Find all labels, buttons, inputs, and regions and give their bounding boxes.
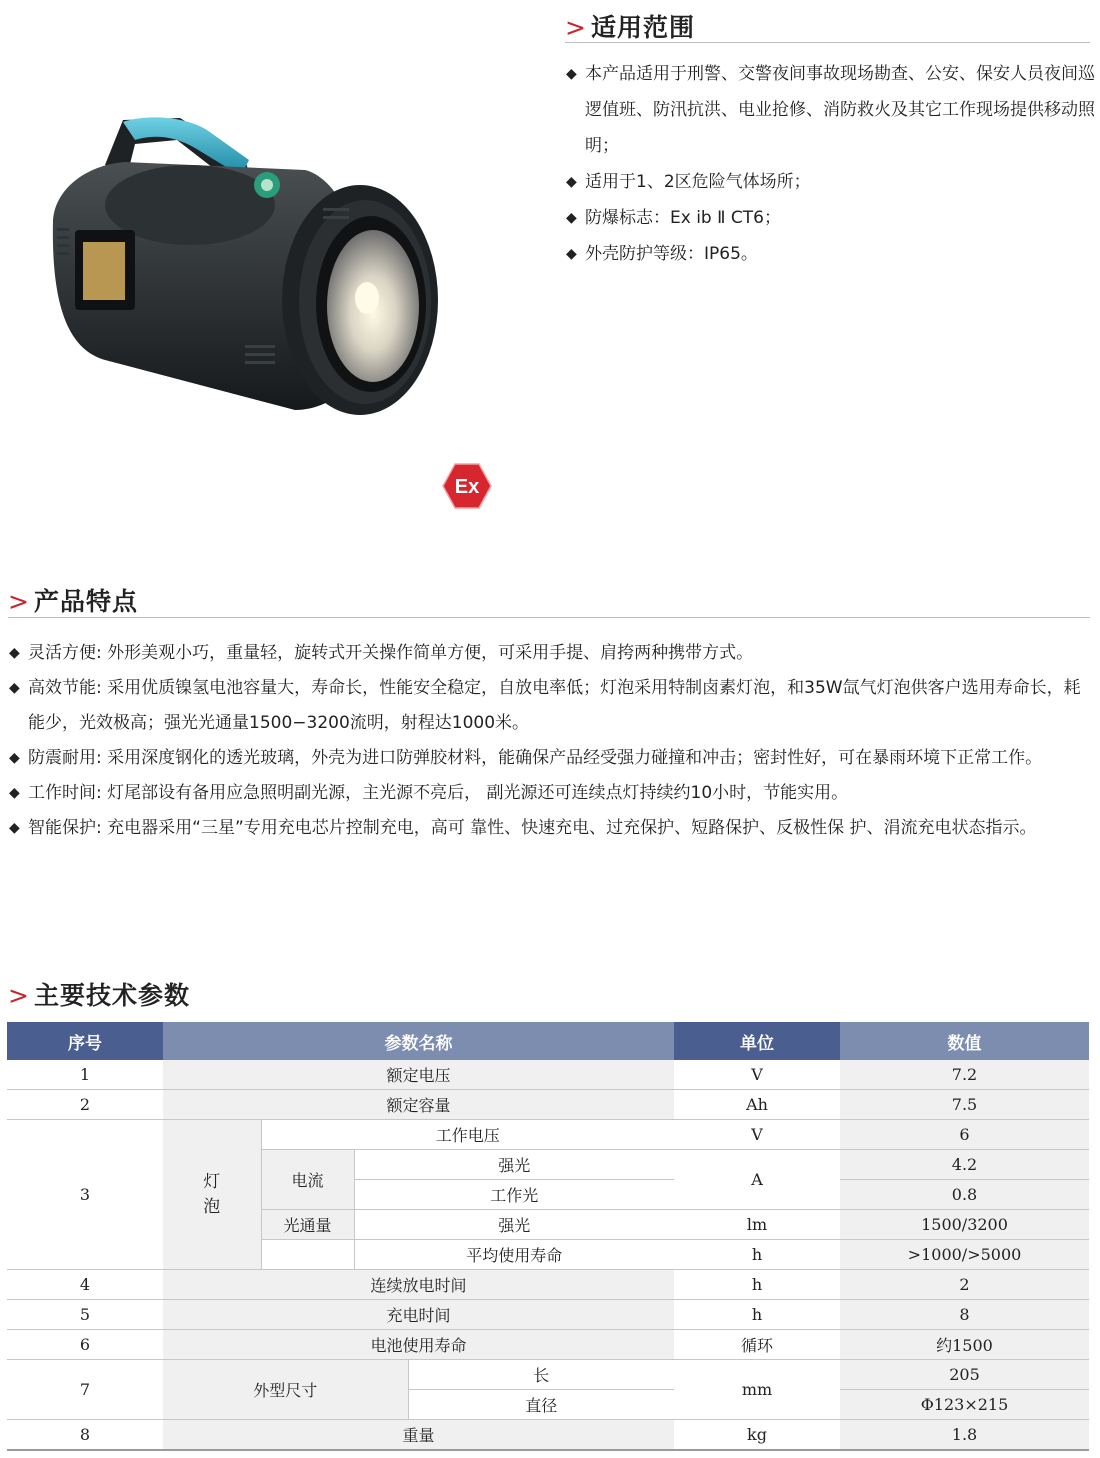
cell-name: 外型尺寸 bbox=[163, 1360, 408, 1420]
cell-unit: mm bbox=[674, 1360, 840, 1420]
cell-sub-name: 直径 bbox=[408, 1390, 674, 1420]
feature-item: ◆ 灵活方便: 外形美观小巧，重量轻，旋转式开关操作简单方便，可采用手提、肩挎两种携带方式。 bbox=[9, 636, 1094, 671]
cell-value: 1.8 bbox=[840, 1420, 1089, 1451]
cell-name: 额定容量 bbox=[163, 1090, 674, 1120]
col-header-value: 数值 bbox=[840, 1022, 1089, 1060]
searchlight-product-image bbox=[45, 110, 445, 440]
ex-explosion-proof-badge bbox=[441, 462, 493, 510]
feature-item: ◆ 高效节能: 采用优质镍氢电池容量大，寿命长，性能安全稳定，自放电率低；灯泡采用特制卤素灯泡，和35W氙气灯泡供客户选用寿命长，耗能少，光效极高；强光光通量1500−3200流明，射程达1000米。 bbox=[9, 671, 1094, 741]
cell-name: 电池使用寿命 bbox=[163, 1330, 674, 1360]
table-row bbox=[7, 1120, 1089, 1150]
feature-item: ◆ 工作时间: 灯尾部设有备用应急照明副光源，主光源不亮后， 副光源还可连续点灯持续约10小时，节能实用。 bbox=[9, 776, 1094, 811]
cell-unit: Ah bbox=[674, 1090, 840, 1120]
cell-value: 4.2 bbox=[840, 1150, 1089, 1180]
cell-unit: h bbox=[674, 1270, 840, 1300]
table-row bbox=[7, 1300, 1089, 1330]
table-row bbox=[7, 1060, 1089, 1090]
cell-empty bbox=[261, 1240, 354, 1270]
scope-title-text: 适用范围 bbox=[590, 13, 695, 42]
features-title bbox=[8, 582, 138, 618]
cell-no: 8 bbox=[7, 1420, 163, 1451]
cell-unit: h bbox=[674, 1300, 840, 1330]
cell-unit: 循环 bbox=[674, 1330, 840, 1360]
scope-item: ◆ 防爆标志：Ex ib Ⅱ CT6； bbox=[566, 200, 1096, 236]
cell-unit: A bbox=[674, 1150, 840, 1210]
feature-item: ◆ 防震耐用: 采用深度钢化的透光玻璃，外壳为进口防弹胶材料，能确保产品经受强力碰撞和冲击；密封性好，可在暴雨环境下正常工作。 bbox=[9, 741, 1094, 776]
cell-value: >1000/>5000 bbox=[840, 1240, 1089, 1270]
cell-value: 7.2 bbox=[840, 1060, 1089, 1090]
features-list bbox=[9, 636, 1094, 846]
cell-unit: h bbox=[674, 1240, 840, 1270]
cell-value: 8 bbox=[840, 1300, 1089, 1330]
cell-value: 6 bbox=[840, 1120, 1089, 1150]
params-title-text: 主要技术参数 bbox=[33, 981, 190, 1010]
cell-flux-label: 光通量 bbox=[261, 1210, 354, 1240]
cell-current-label: 电流 bbox=[261, 1150, 354, 1210]
cell-sub-name: 长 bbox=[408, 1360, 674, 1390]
table-header-row bbox=[7, 1022, 1089, 1060]
col-header-no: 序号 bbox=[7, 1022, 163, 1060]
cell-unit: V bbox=[674, 1120, 840, 1150]
cell-no: 3 bbox=[7, 1120, 163, 1270]
table-row bbox=[7, 1360, 1089, 1390]
cell-name: 额定电压 bbox=[163, 1060, 674, 1090]
cell-sub-name: 平均使用寿命 bbox=[354, 1240, 674, 1270]
cell-sub-name: 强光 bbox=[354, 1210, 674, 1240]
table-row bbox=[7, 1090, 1089, 1120]
cell-unit: kg bbox=[674, 1420, 840, 1451]
scope-divider bbox=[565, 42, 1090, 43]
table-row bbox=[7, 1330, 1089, 1360]
cell-no: 7 bbox=[7, 1360, 163, 1420]
cell-name: 重量 bbox=[163, 1420, 674, 1451]
cell-no: 4 bbox=[7, 1270, 163, 1300]
cell-value: 约1500 bbox=[840, 1330, 1089, 1360]
scope-title bbox=[565, 8, 695, 44]
cell-name: 工作电压 bbox=[261, 1120, 674, 1150]
scope-item: ◆ 本产品适用于刑警、交警夜间事故现场勘查、公安、保安人员夜间巡逻值班、防汛抗洪、电业抢修、消防救火及其它工作现场提供移动照明； bbox=[566, 56, 1096, 164]
cell-no: 6 bbox=[7, 1330, 163, 1360]
cell-unit: V bbox=[674, 1060, 840, 1090]
table-row bbox=[7, 1270, 1089, 1300]
chevron-right-icon: > bbox=[565, 13, 587, 42]
scope-item: ◆ 外壳防护等级：IP65。 bbox=[566, 236, 1096, 272]
chevron-right-icon: > bbox=[8, 587, 30, 616]
cell-unit: lm bbox=[674, 1210, 840, 1240]
scope-item: ◆ 适用于1、2区危险气体场所； bbox=[566, 164, 1096, 200]
cell-group-bulb: 灯泡 bbox=[163, 1120, 261, 1270]
cell-value: 0.8 bbox=[840, 1180, 1089, 1210]
ex-badge-label: Ex bbox=[454, 476, 480, 498]
cell-name: 充电时间 bbox=[163, 1300, 674, 1330]
scope-list bbox=[566, 56, 1096, 272]
features-title-text: 产品特点 bbox=[33, 587, 138, 616]
cell-no: 1 bbox=[7, 1060, 163, 1090]
table-row bbox=[7, 1420, 1089, 1451]
cell-name: 连续放电时间 bbox=[163, 1270, 674, 1300]
feature-item: ◆ 智能保护: 充电器采用“三星”专用充电芯片控制充电，高可 靠性、快速充电、过充保护、短路保护、反极性保 护、涓流充电状态指示。 bbox=[9, 811, 1094, 846]
params-table bbox=[7, 1022, 1089, 1451]
cell-no: 2 bbox=[7, 1090, 163, 1120]
col-header-unit: 单位 bbox=[674, 1022, 840, 1060]
cell-value: 1500/3200 bbox=[840, 1210, 1089, 1240]
features-divider bbox=[8, 617, 1090, 618]
cell-value: Φ123×215 bbox=[840, 1390, 1089, 1420]
cell-value: 205 bbox=[840, 1360, 1089, 1390]
cell-sub-name: 强光 bbox=[354, 1150, 674, 1180]
chevron-right-icon: > bbox=[8, 981, 30, 1010]
cell-no: 5 bbox=[7, 1300, 163, 1330]
cell-value: 2 bbox=[840, 1270, 1089, 1300]
params-title bbox=[8, 976, 190, 1012]
col-header-name: 参数名称 bbox=[163, 1022, 674, 1060]
cell-value: 7.5 bbox=[840, 1090, 1089, 1120]
cell-sub-name: 工作光 bbox=[354, 1180, 674, 1210]
